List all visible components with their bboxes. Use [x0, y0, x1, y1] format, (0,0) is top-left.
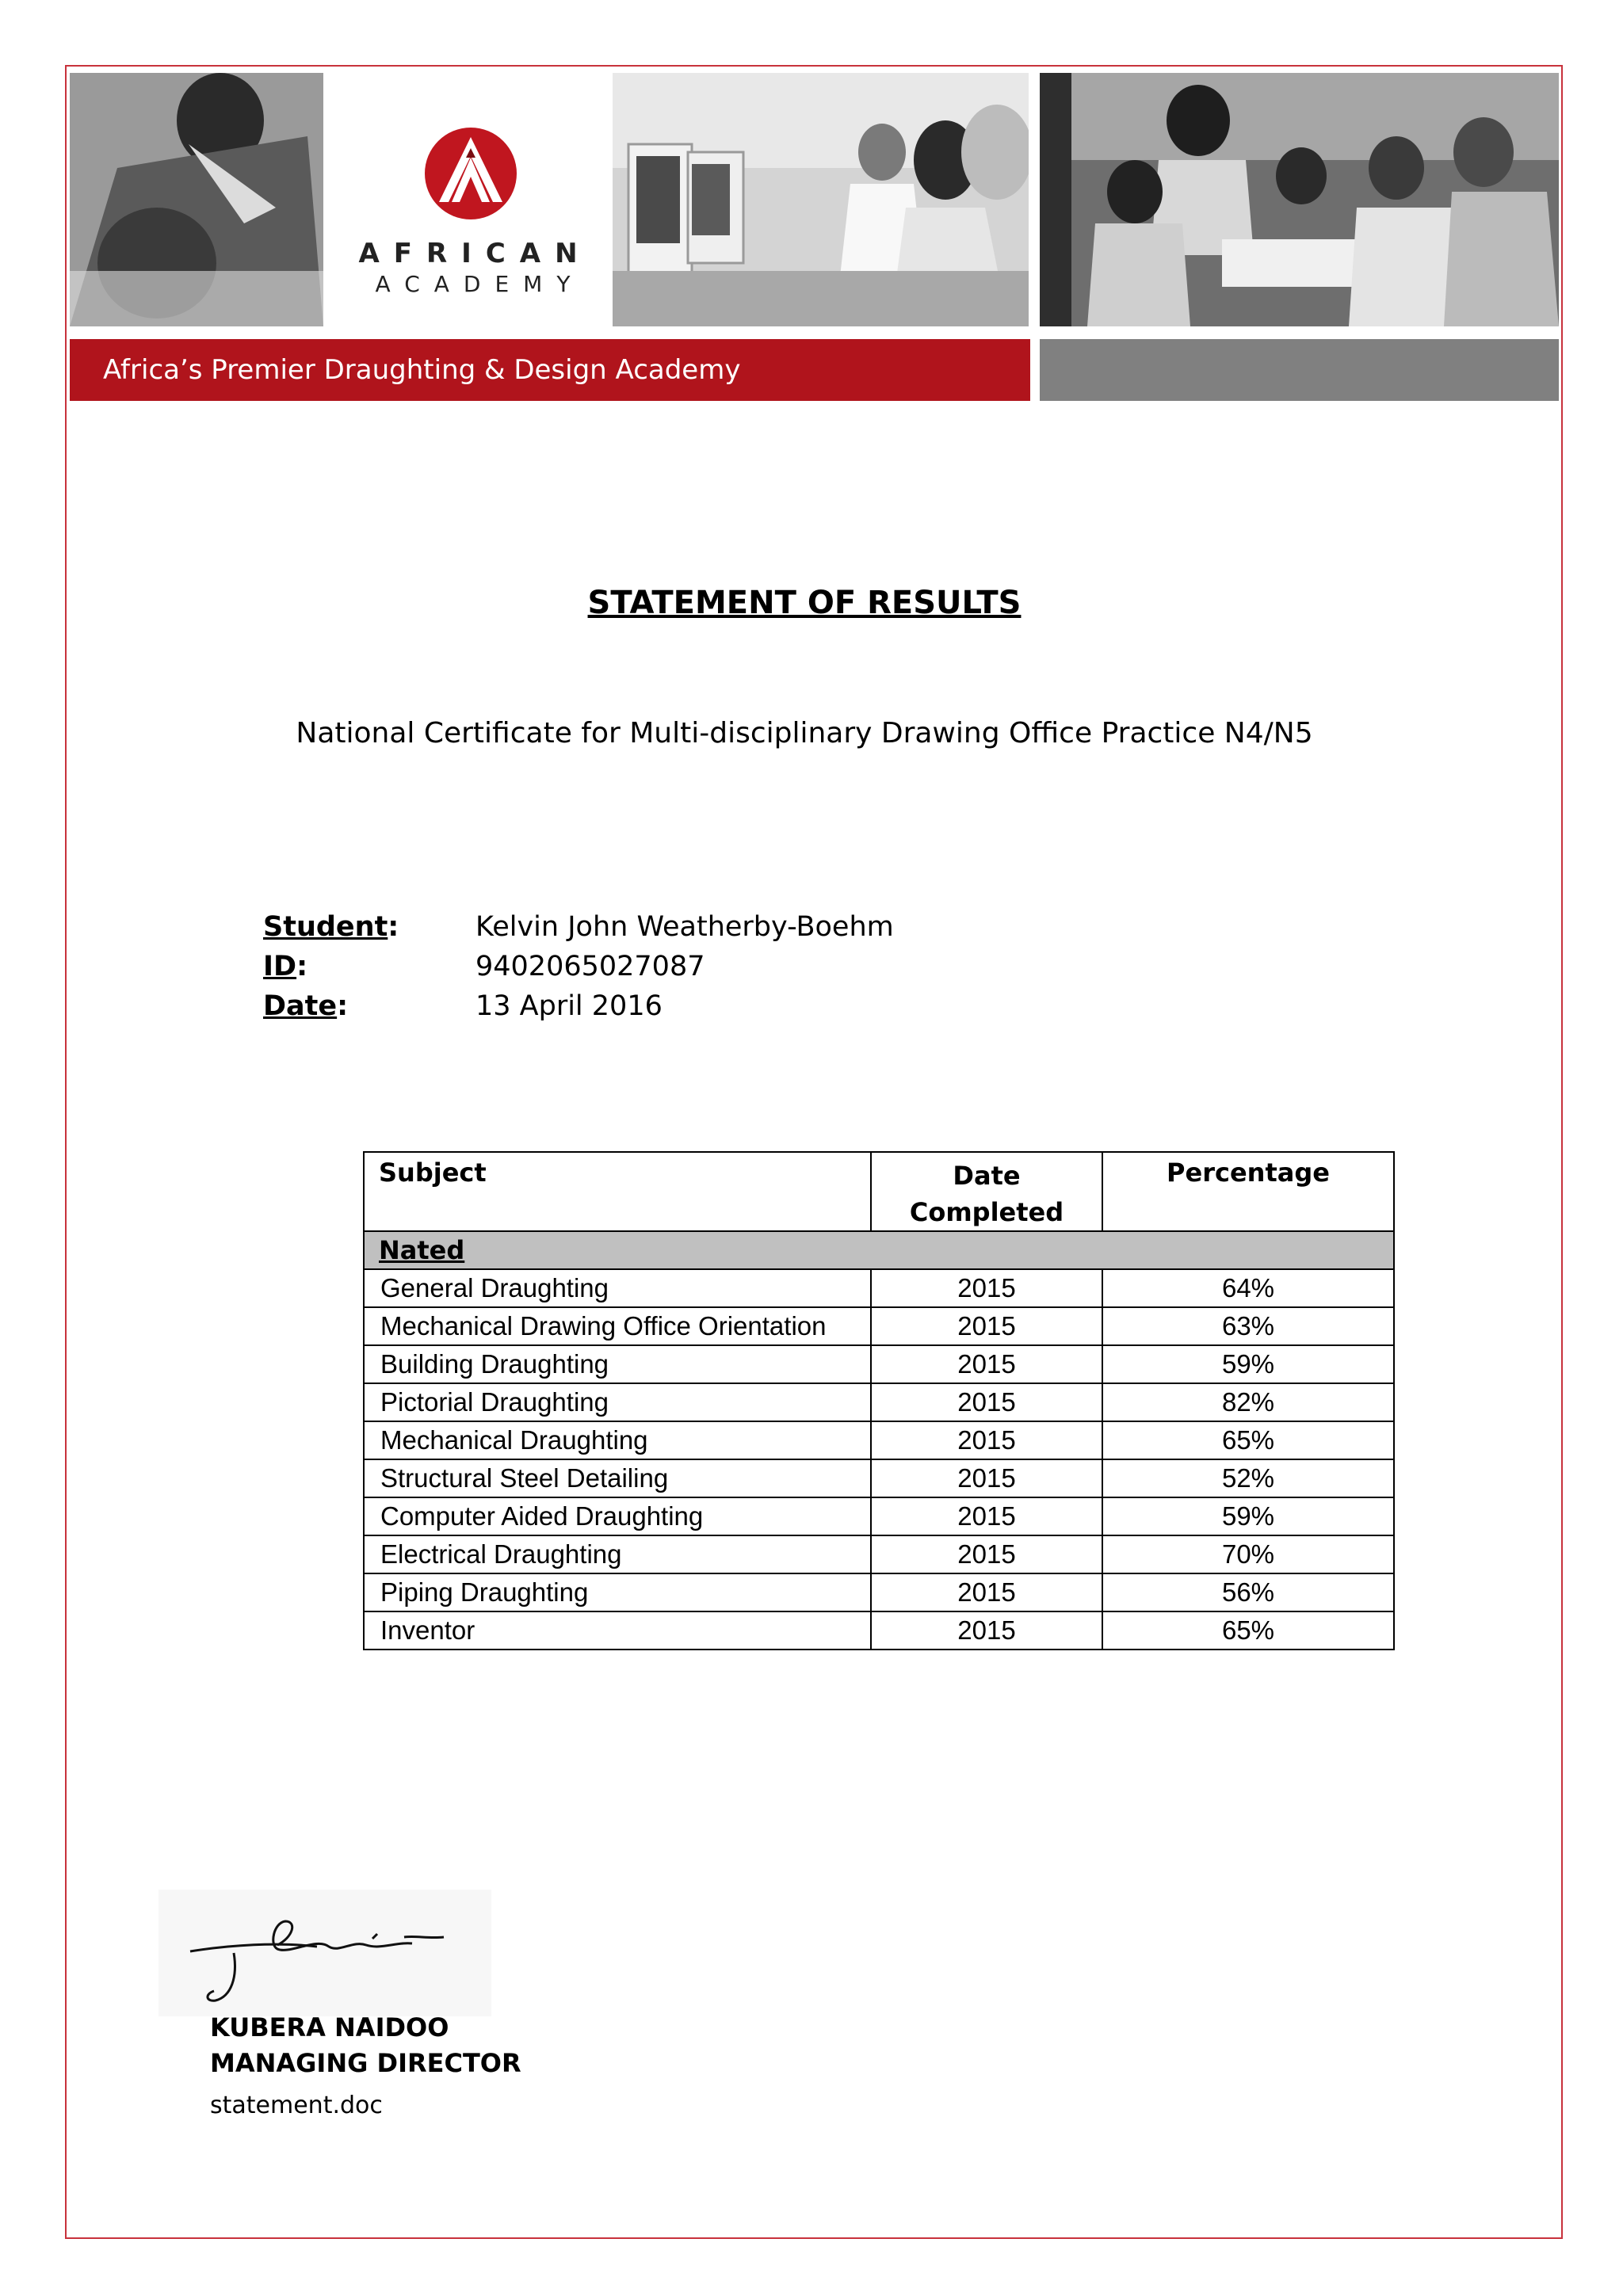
subject-cell: Piping Draughting	[364, 1573, 871, 1611]
document-filename: statement.doc	[210, 2092, 383, 2119]
date-cell: 2015	[871, 1307, 1102, 1345]
subject-cell: Mechanical Draughting	[364, 1421, 871, 1459]
id-label: ID:	[263, 951, 308, 982]
subject-cell: Computer Aided Draughting	[364, 1497, 871, 1535]
tagline-banner	[70, 339, 1030, 401]
date-cell: 2015	[871, 1383, 1102, 1421]
id-value: 9402065027087	[475, 951, 705, 982]
header-date-completed: Date Completed	[871, 1152, 1102, 1231]
date-label: Date:	[263, 990, 349, 1022]
table-row	[364, 1611, 1394, 1650]
percentage-cell: 70%	[1102, 1535, 1394, 1573]
table-row	[364, 1345, 1394, 1383]
logo-text-academy: ACADEMY	[375, 271, 585, 297]
subject-cell: General Draughting	[364, 1269, 871, 1307]
logo-text-african: AFRICAN	[358, 238, 592, 269]
percentage-cell: 82%	[1102, 1383, 1394, 1421]
table-row	[364, 1421, 1394, 1459]
subject-cell: Pictorial Draughting	[364, 1383, 871, 1421]
percentage-cell: 65%	[1102, 1421, 1394, 1459]
header-subject: Subject	[364, 1152, 871, 1231]
student-value: Kelvin John Weatherby-Boehm	[475, 911, 894, 943]
date-cell: 2015	[871, 1611, 1102, 1650]
percentage-cell: 64%	[1102, 1269, 1394, 1307]
subject-cell: Building Draughting	[364, 1345, 871, 1383]
percentage-cell: 52%	[1102, 1459, 1394, 1497]
header-photo-computer-lab	[613, 73, 1029, 326]
table-row	[364, 1573, 1394, 1611]
logo-emblem-icon	[423, 126, 518, 221]
academy-logo	[323, 73, 613, 326]
document-title: STATEMENT OF RESULTS	[587, 585, 1022, 621]
results-table	[363, 1151, 1395, 1650]
percentage-cell: 56%	[1102, 1573, 1394, 1611]
student-label: Student:	[263, 911, 399, 943]
subject-cell: Structural Steel Detailing	[364, 1459, 871, 1497]
tagline-text: Africa’s Premier Draughting & Design Academy	[103, 354, 741, 386]
certificate-name: National Certificate for Multi-disciplinary Drawing Office Practice N4/N5	[296, 717, 1313, 749]
date-cell: 2015	[871, 1345, 1102, 1383]
date-cell: 2015	[871, 1573, 1102, 1611]
percentage-cell: 59%	[1102, 1345, 1394, 1383]
date-cell: 2015	[871, 1269, 1102, 1307]
table-row	[364, 1497, 1394, 1535]
table-row	[364, 1307, 1394, 1345]
results-header-row	[364, 1152, 1394, 1231]
signature-image	[158, 1890, 491, 2016]
date-cell: 2015	[871, 1459, 1102, 1497]
percentage-cell: 59%	[1102, 1497, 1394, 1535]
percentage-cell: 65%	[1102, 1611, 1394, 1650]
signatory-title: MANAGING DIRECTOR	[210, 2048, 521, 2078]
subject-cell: Electrical Draughting	[364, 1535, 871, 1573]
table-row	[364, 1459, 1394, 1497]
percentage-cell: 63%	[1102, 1307, 1394, 1345]
section-row	[364, 1231, 1394, 1269]
date-value: 13 April 2016	[475, 990, 663, 1022]
signatory-name: KUBERA NAIDOO	[210, 2012, 449, 2042]
date-cell: 2015	[871, 1535, 1102, 1573]
date-cell: 2015	[871, 1421, 1102, 1459]
header-grey-band	[1040, 339, 1559, 401]
header-photo-group-study	[1040, 73, 1559, 326]
section-label: Nated	[364, 1231, 1394, 1269]
header-photo-students-reading	[70, 73, 323, 326]
subject-cell: Mechanical Drawing Office Orientation	[364, 1307, 871, 1345]
table-row	[364, 1535, 1394, 1573]
header-percentage: Percentage	[1102, 1152, 1394, 1231]
table-row	[364, 1383, 1394, 1421]
subject-cell: Inventor	[364, 1611, 871, 1650]
date-cell: 2015	[871, 1497, 1102, 1535]
table-row	[364, 1269, 1394, 1307]
